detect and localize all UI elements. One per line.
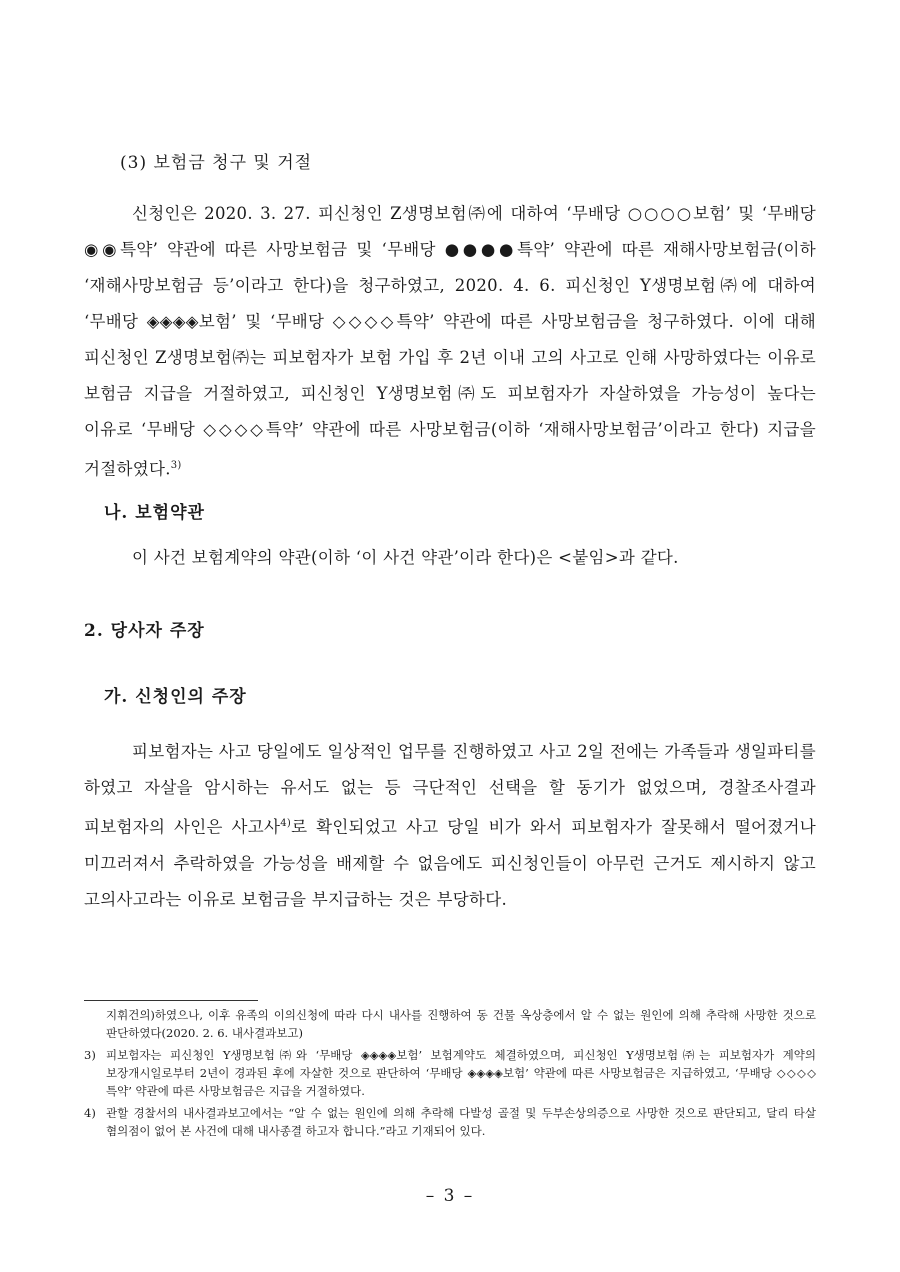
footnote-3 <box>84 1046 816 1100</box>
footnote-continuation-text: 지휘건의)하였으나, 이후 유족의 이의신청에 따라 다시 내사를 진행하여 동 건물 옥상층에서 알 수 없는 원인에 의해 추락해 사망한 것으로 판단하였다(2020. 2. 6. 내사결과보고) <box>106 1008 816 1040</box>
footnote-continuation <box>84 1006 816 1042</box>
applicant-claim-text-a: 피보험자는 사고 당일에도 일상적인 업무를 진행하였고 사고 2일 전에는 가족들과 생일파티를 하였고 자살을 암시하는 유서도 없는 등 극단적인 선택을 할 동기가 없었으며, 경찰조사결과 피보험자의 사인은 사고사 <box>84 742 816 837</box>
insurance-terms-heading: 나. 보험약관 <box>104 503 205 523</box>
footnotes <box>84 1006 816 1144</box>
applicant-claim-heading: 가. 신청인의 주장 <box>104 687 247 707</box>
footnote-4-number: 4) <box>84 1106 96 1120</box>
footnote-ref-3[interactable]: 3) <box>170 460 182 471</box>
claim-refusal-text: 신청인은 2020. 3. 27. 피신청인 Z생명보험㈜에 대하여 ‘무배당 ○○○○보험’ 및 ‘무배당 ◉◉특약’ 약관에 따른 사망보험금 및 ‘무배당 ●●●●특약’ 약관에 따른 재해사망보험금(이하 ‘재해사망보험금 등’이라고 한다)을 청구하였고, 2020. 4. 6. 피신청인 Y생명보험㈜에 대하여 ‘무배당 ◈◈◈◈보험’ 및 ‘무배당 ◇◇◇◇특약’ 약관에 따른 사망보험금을 청구하였다. 이에 대해 피신청인 Z생명보험㈜는 피보험자가 보험 가입 후 2년 이내 고의 사고로 인해 사망하였다는 이유로 보험금 지급을 거절하였고, 피신청인 Y생명보험㈜도 피보험자가 자살하였을 가능성이 높다는 이유로 ‘무배당 ◇◇◇◇특약’ 약관에 따른 사망보험금(이하 ‘재해사망보험금’이라고 한다) 지급을 거절하였다. <box>84 204 816 479</box>
footnote-4 <box>84 1104 816 1140</box>
insurance-terms-text: 이 사건 보험계약의 약관(이하 ‘이 사건 약관’이라 한다)은 <붙임>과 같다. <box>132 548 679 567</box>
footnote-3-text: 피보험자는 피신청인 Y생명보험㈜와 ‘무배당 ◈◈◈◈보험’ 보험계약도 체결하였으며, 피신청인 Y생명보험㈜는 피보험자가 계약의 보장개시일로부터 2년이 경과된 후에 자살한 것으로 판단하여 ‘무배당 ◈◈◈◈보험’ 약관에 따른 사망보험금은 지급하였고, ‘무배당 ◇◇◇◇특약’ 약관에 따른 사망보험금은 지급을 거절하였다. <box>106 1048 816 1098</box>
footnote-4-text: 관할 경찰서의 내사결과보고에서는 “알 수 없는 원인에 의해 추락해 다발성 골절 및 두부손상의증으로 사망한 것으로 판단되고, 달리 타살 혐의점이 없어 본 사건에 대해 내사종결 하고자 합니다.”라고 기재되어 있다. <box>106 1106 816 1138</box>
page-number: – 3 – <box>425 1186 475 1206</box>
applicant-claim-text-b: 로 확인되었고 사고 당일 비가 와서 피보험자가 잘못해서 떨어졌거나 미끄러져서 추락하였을 가능성을 배제할 수 없음에도 피신청인들이 아무런 근거도 제시하지 않고 고의사고라는 이유로 보험금을 부지급하는 것은 부당하다. <box>84 817 816 909</box>
claim-refusal-paragraph <box>84 196 816 488</box>
party-claims-heading: 2. 당사자 주장 <box>84 621 205 641</box>
section-3-heading: (3) 보험금 청구 및 거절 <box>120 153 313 173</box>
footnote-divider <box>84 1000 258 1001</box>
applicant-claim-paragraph <box>84 734 816 918</box>
footnote-ref-4[interactable]: 4) <box>280 818 292 829</box>
footnote-3-number: 3) <box>84 1048 96 1062</box>
